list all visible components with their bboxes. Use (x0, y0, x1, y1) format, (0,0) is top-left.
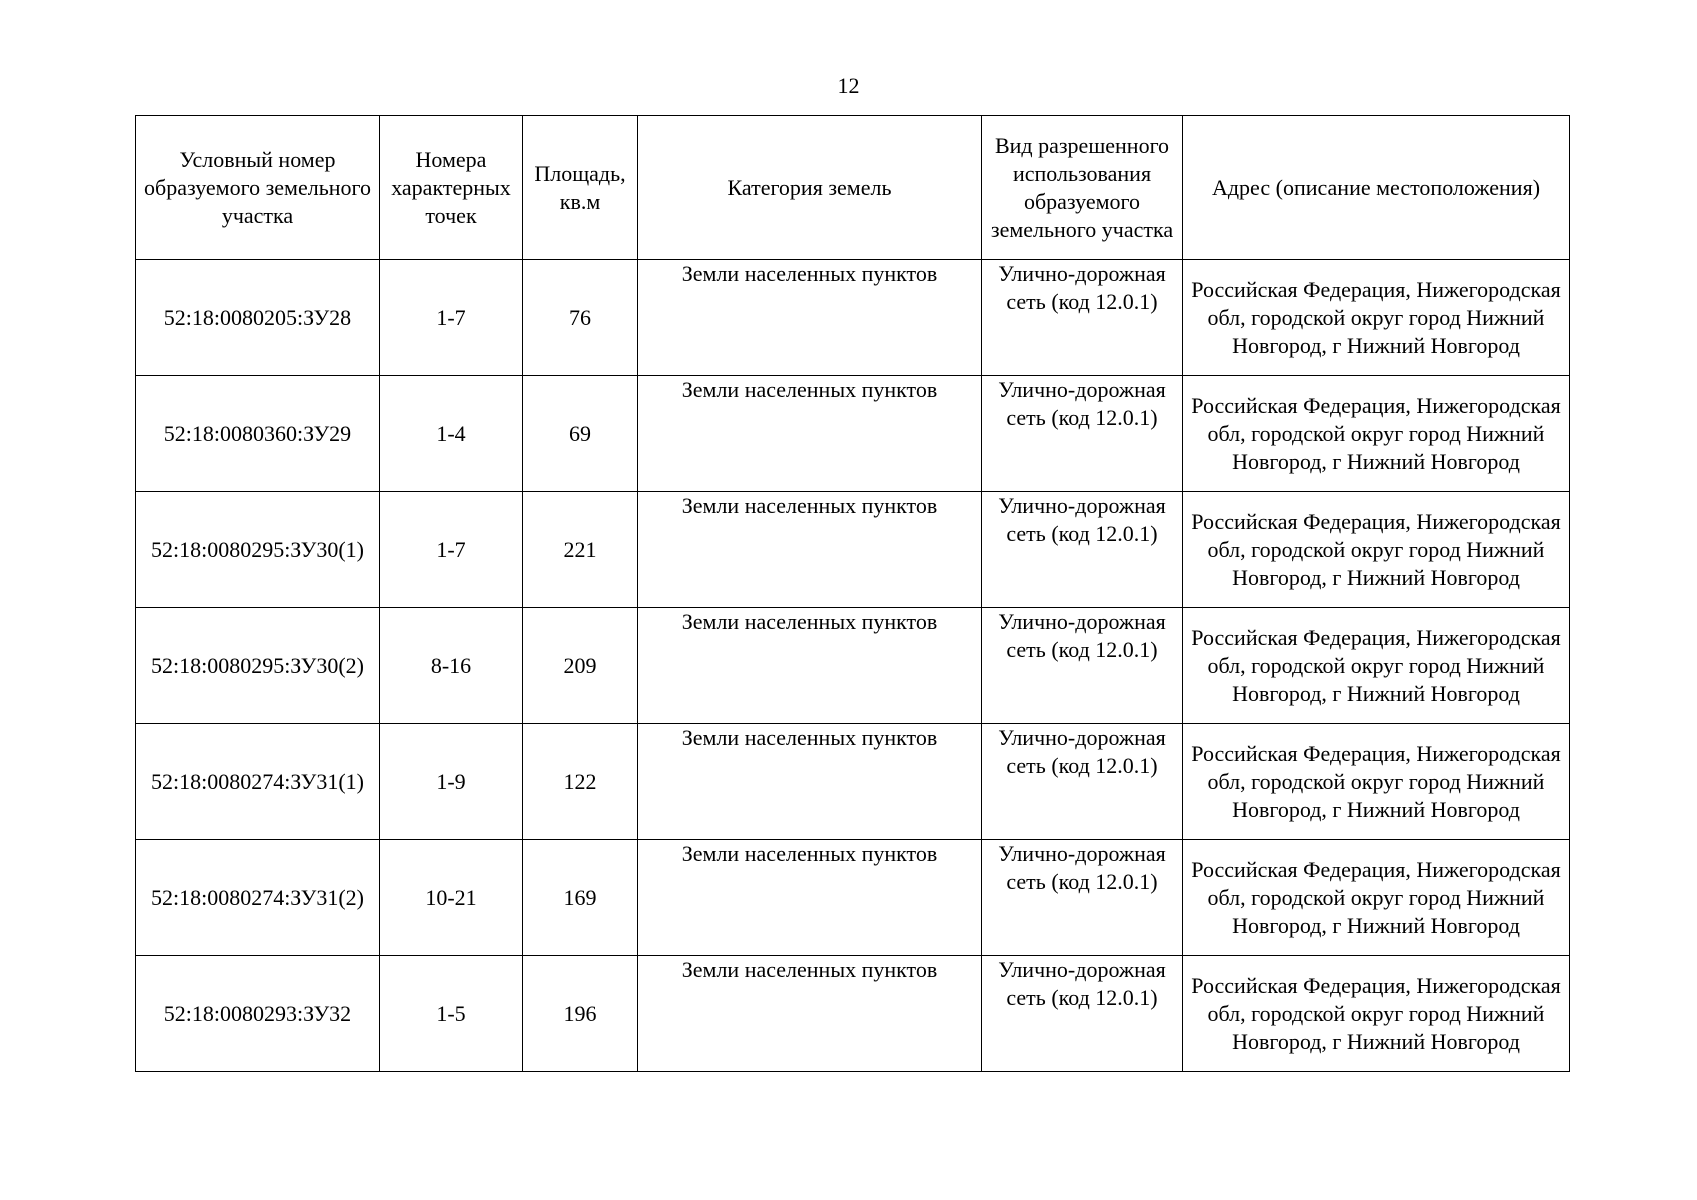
cell-permitted-use: Улично-дорожная сеть (код 12.0.1) (982, 956, 1183, 1072)
header-address: Адрес (описание местоположения) (1183, 116, 1570, 260)
header-area: Площадь, кв.м (523, 116, 638, 260)
cell-permitted-use: Улично-дорожная сеть (код 12.0.1) (982, 260, 1183, 376)
cell-address: Российская Федерация, Нижегородская обл, городской округ город Нижний Новгород, г Нижний Новгород (1183, 724, 1570, 840)
table-row (136, 608, 1570, 724)
cell-plot-number: 52:18:0080295:ЗУ30(2) (136, 608, 380, 724)
cell-area: 122 (523, 724, 638, 840)
cell-land-category: Земли населенных пунктов (638, 608, 982, 724)
cell-area: 221 (523, 492, 638, 608)
cell-points: 1-7 (380, 492, 523, 608)
table-header-row (136, 116, 1570, 260)
cell-plot-number: 52:18:0080274:ЗУ31(2) (136, 840, 380, 956)
cell-area: 169 (523, 840, 638, 956)
cell-address: Российская Федерация, Нижегородская обл, городской округ город Нижний Новгород, г Нижний Новгород (1183, 260, 1570, 376)
cell-plot-number: 52:18:0080205:ЗУ28 (136, 260, 380, 376)
cell-permitted-use: Улично-дорожная сеть (код 12.0.1) (982, 724, 1183, 840)
cell-land-category: Земли населенных пунктов (638, 492, 982, 608)
table-row (136, 260, 1570, 376)
cell-permitted-use: Улично-дорожная сеть (код 12.0.1) (982, 492, 1183, 608)
page-number: 12 (837, 73, 860, 98)
cell-land-category: Земли населенных пунктов (638, 840, 982, 956)
cell-points: 8-16 (380, 608, 523, 724)
table-row (136, 376, 1570, 492)
cell-points: 10-21 (380, 840, 523, 956)
cell-permitted-use: Улично-дорожная сеть (код 12.0.1) (982, 840, 1183, 956)
cell-plot-number: 52:18:0080274:ЗУ31(1) (136, 724, 380, 840)
table-row (136, 840, 1570, 956)
cell-area: 69 (523, 376, 638, 492)
header-points: Номера характерных точек (380, 116, 523, 260)
land-plots-table (135, 115, 1570, 1072)
header-land-category: Категория земель (638, 116, 982, 260)
header-permitted-use: Вид разрешенного использования образуемого земельного участка (982, 116, 1183, 260)
cell-points: 1-4 (380, 376, 523, 492)
cell-address: Российская Федерация, Нижегородская обл, городской округ город Нижний Новгород, г Нижний Новгород (1183, 376, 1570, 492)
table-row (136, 956, 1570, 1072)
cell-land-category: Земли населенных пунктов (638, 724, 982, 840)
cell-points: 1-9 (380, 724, 523, 840)
cell-land-category: Земли населенных пунктов (638, 376, 982, 492)
cell-area: 209 (523, 608, 638, 724)
header-plot-number: Условный номер образуемого земельного участка (136, 116, 380, 260)
cell-land-category: Земли населенных пунктов (638, 260, 982, 376)
cell-permitted-use: Улично-дорожная сеть (код 12.0.1) (982, 376, 1183, 492)
cell-area: 76 (523, 260, 638, 376)
cell-plot-number: 52:18:0080293:ЗУ32 (136, 956, 380, 1072)
cell-address: Российская Федерация, Нижегородская обл, городской округ город Нижний Новгород, г Нижний Новгород (1183, 840, 1570, 956)
cell-land-category: Земли населенных пунктов (638, 956, 982, 1072)
cell-address: Российская Федерация, Нижегородская обл, городской округ город Нижний Новгород, г Нижний Новгород (1183, 492, 1570, 608)
cell-points: 1-5 (380, 956, 523, 1072)
cell-plot-number: 52:18:0080360:ЗУ29 (136, 376, 380, 492)
table-row (136, 724, 1570, 840)
cell-address: Российская Федерация, Нижегородская обл, городской округ город Нижний Новгород, г Нижний Новгород (1183, 956, 1570, 1072)
cell-area: 196 (523, 956, 638, 1072)
table-row (136, 492, 1570, 608)
cell-plot-number: 52:18:0080295:ЗУ30(1) (136, 492, 380, 608)
cell-permitted-use: Улично-дорожная сеть (код 12.0.1) (982, 608, 1183, 724)
cell-address: Российская Федерация, Нижегородская обл, городской округ город Нижний Новгород, г Нижний Новгород (1183, 608, 1570, 724)
cell-points: 1-7 (380, 260, 523, 376)
